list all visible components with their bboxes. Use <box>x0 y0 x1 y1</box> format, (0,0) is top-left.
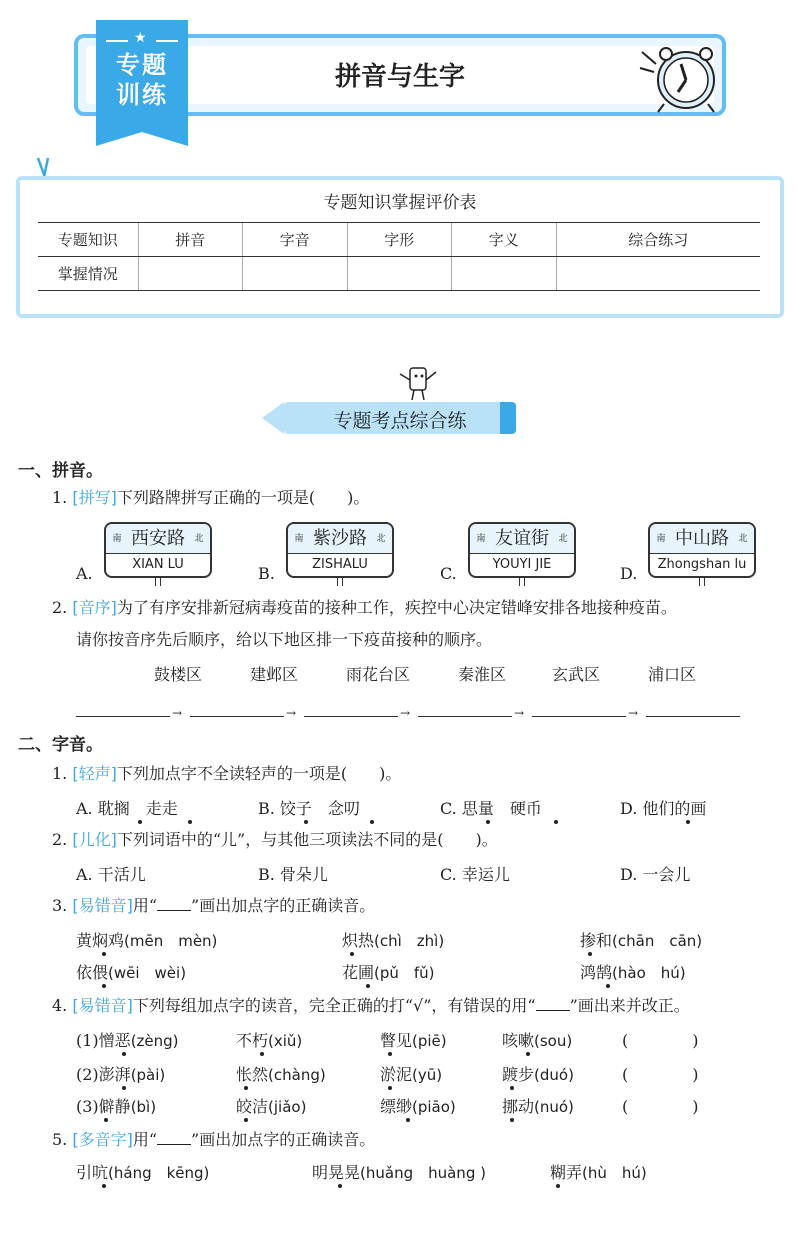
emphasis-dot <box>510 1118 514 1122</box>
answer-bracket[interactable]: ( ) <box>622 1097 699 1116</box>
emphasis-dot <box>188 820 192 824</box>
topic-tag <box>96 20 188 132</box>
emphasis-dot <box>388 1086 392 1090</box>
word-item: 不朽(xiǔ) <box>236 1031 303 1050</box>
question-number: 1. <box>52 764 68 783</box>
question-number: 4. <box>52 996 68 1015</box>
table-row <box>38 223 760 257</box>
question-2-5 <box>52 1128 375 1152</box>
sign-pinyin: YOUYI JIE <box>492 557 552 572</box>
table-cell[interactable] <box>243 257 348 291</box>
emphasis-dot <box>350 952 354 956</box>
emphasis-dot <box>370 820 374 824</box>
question-number: 1. <box>52 488 68 507</box>
emphasis-dot <box>486 820 490 824</box>
word-item: (3)僻静(bì) <box>76 1097 157 1116</box>
sign-post <box>337 578 343 586</box>
table-cell: 字形 <box>347 223 452 257</box>
answer-blank[interactable] <box>646 716 740 717</box>
question-text: 下列词语中的“儿”，与其他三项读法不同的是( )。 <box>116 830 498 849</box>
question-text: ”画出加点字的正确读音。 <box>191 896 376 915</box>
word-item: 怅然(chàng) <box>236 1065 326 1084</box>
sign-south: 南 <box>656 534 666 544</box>
emphasis-dot <box>122 1086 126 1090</box>
option-letter: D. <box>620 564 638 583</box>
table-cell[interactable] <box>138 257 243 291</box>
answer-blank[interactable] <box>304 716 398 717</box>
question-2-1 <box>52 762 401 786</box>
sign-north: 北 <box>738 534 748 544</box>
word-item: 糊弄(hù hú) <box>550 1163 647 1182</box>
word-item: (1)憎恶(zèng) <box>76 1031 179 1050</box>
question-number: 2. <box>52 830 68 849</box>
word-item: (2)澎湃(pài) <box>76 1065 166 1084</box>
tag-label: 专题 训练 <box>116 50 168 109</box>
answer-blank[interactable] <box>418 716 512 717</box>
road-sign-d[interactable] <box>648 522 756 578</box>
emphasis-dot <box>606 984 610 988</box>
sign-post <box>155 578 161 586</box>
word-item: 花圃(pǔ fǔ) <box>342 963 435 982</box>
question-text: 用“ <box>132 896 158 915</box>
table-cell: 拼音 <box>138 223 243 257</box>
sign-north: 北 <box>376 534 386 544</box>
word-item: 踱步(duó) <box>502 1065 574 1084</box>
question-text: 下列加点字不全读轻声的一项是( )。 <box>116 764 402 783</box>
underline-sample <box>157 1131 191 1145</box>
word-item: 炽热(chì zhì) <box>342 931 445 950</box>
emphasis-dot <box>588 952 592 956</box>
emphasis-dot <box>104 1118 108 1122</box>
option[interactable]: C. 思量 硬币 <box>440 799 542 818</box>
emphasis-dot <box>556 1184 560 1188</box>
table-row <box>38 257 760 291</box>
word-item: 淤泥(yū) <box>380 1065 443 1084</box>
district-label: 建邺区 <box>250 665 299 684</box>
word-item: 瞥见(piē) <box>380 1031 447 1050</box>
arrow-icon: → <box>628 706 639 720</box>
star-icon: ★ <box>134 30 147 46</box>
question-text: 用“ <box>132 1130 158 1149</box>
underline-sample <box>157 897 191 911</box>
question-text: ”画出来并改正。 <box>569 996 690 1015</box>
option[interactable]: D. 一会儿 <box>620 865 691 884</box>
question-number: 5. <box>52 1130 68 1149</box>
sign-north: 北 <box>194 534 204 544</box>
option[interactable]: D. 他们的画 <box>620 799 707 818</box>
word-item: 咳嗽(sou) <box>502 1031 573 1050</box>
option-letter: C. <box>440 564 457 583</box>
word-item: 引吭(háng kēng) <box>76 1163 210 1182</box>
arrow-icon: → <box>172 706 183 720</box>
word-item: 挪动(nuó) <box>502 1097 574 1116</box>
question-tag: [轻声] <box>72 764 117 783</box>
emphasis-dot <box>102 984 106 988</box>
option[interactable]: B. 骨朵儿 <box>258 865 328 884</box>
question-tag: [儿化] <box>72 830 117 849</box>
section-heading: 二、字音。 <box>18 735 103 755</box>
sign-post <box>699 578 705 586</box>
answer-blank[interactable] <box>190 716 284 717</box>
sign-south: 南 <box>112 534 122 544</box>
practice-label: 专题考点综合练 <box>333 410 467 432</box>
road-sign-a[interactable] <box>104 522 212 578</box>
emphasis-dot <box>102 1184 106 1188</box>
option[interactable]: A. 干活儿 <box>76 865 146 884</box>
word-item: 鸿鹄(hào hú) <box>580 963 686 982</box>
question-text: 为了有序安排新冠病毒疫苗的接种工作，疾控中心决定错峰安排各地接种疫苗。 <box>116 598 677 617</box>
option-letter: A. <box>76 564 93 583</box>
option[interactable]: C. 幸运儿 <box>440 865 510 884</box>
sign-name: 中山路 <box>675 528 729 549</box>
question-tag: [多音字] <box>72 1130 133 1149</box>
question-tag: [拼写] <box>72 488 117 507</box>
sign-name: 西安路 <box>131 528 185 549</box>
question-text-continued: 请你按音序先后顺序，给以下地区排一下疫苗接种的顺序。 <box>76 630 493 649</box>
sign-post <box>519 578 525 586</box>
evaluation-title: 专题知识掌握评价表 <box>323 193 477 213</box>
word-item: 明晃晃(huǎng huàng ) <box>312 1163 486 1182</box>
answer-blank[interactable] <box>76 716 170 717</box>
emphasis-dot <box>388 1052 392 1056</box>
sign-north: 北 <box>558 534 568 544</box>
emphasis-dot <box>244 1118 248 1122</box>
emphasis-dot <box>244 1086 248 1090</box>
emphasis-dot <box>406 1118 410 1122</box>
question-1-1 <box>52 486 369 510</box>
emphasis-dot <box>338 1184 342 1188</box>
road-sign-b[interactable] <box>286 522 394 578</box>
district-label: 浦口区 <box>648 665 697 684</box>
sign-pinyin: ZISHALU <box>312 557 368 572</box>
evaluation-table <box>38 222 760 291</box>
emphasis-dot <box>366 984 370 988</box>
table-cell[interactable] <box>347 257 452 291</box>
answer-bracket[interactable]: ( ) <box>622 1031 699 1050</box>
emphasis-dot <box>122 1052 126 1056</box>
emphasis-dot <box>260 1052 264 1056</box>
option[interactable]: B. 饺子 念叨 <box>258 799 360 818</box>
emphasis-dot <box>102 952 106 956</box>
option-letter: B. <box>258 564 275 583</box>
question-2-4 <box>52 994 690 1018</box>
sign-name: 友谊街 <box>495 528 549 549</box>
emphasis-dot <box>138 820 142 824</box>
emphasis-dot <box>686 820 690 824</box>
page-title: 拼音与生字 <box>334 62 465 92</box>
question-number: 3. <box>52 896 68 915</box>
sign-south: 南 <box>294 534 304 544</box>
arrow-icon: → <box>514 706 525 720</box>
word-item: 掺和(chān cān) <box>580 931 703 950</box>
district-label: 秦淮区 <box>458 665 507 684</box>
question-text: 下列每组加点字的读音，完全正确的打“√”，有错误的用“ <box>132 996 536 1015</box>
table-cell[interactable] <box>452 257 557 291</box>
section-heading: 一、拼音。 <box>18 461 103 481</box>
question-tag: [音序] <box>72 598 117 617</box>
arrow-icon: → <box>286 706 297 720</box>
district-label: 鼓楼区 <box>154 665 203 684</box>
question-text: ”画出加点字的正确读音。 <box>191 1130 376 1149</box>
arrow-icon: → <box>400 706 411 720</box>
word-item: 皎洁(jiǎo) <box>236 1097 307 1116</box>
cartoon-character-icon <box>396 362 442 402</box>
emphasis-dot <box>526 1052 530 1056</box>
table-cell: 专题知识 <box>38 223 138 257</box>
table-cell[interactable] <box>556 257 760 291</box>
emphasis-dot <box>554 820 558 824</box>
table-cell: 综合练习 <box>556 223 760 257</box>
question-number: 2. <box>52 598 68 617</box>
district-label: 玄武区 <box>552 665 601 684</box>
road-sign-c[interactable] <box>468 522 576 578</box>
question-2-3 <box>52 894 375 918</box>
district-label: 雨花台区 <box>346 665 411 684</box>
table-cell: 字义 <box>452 223 557 257</box>
word-item: 黄焖鸡(mēn mèn) <box>76 931 218 950</box>
sign-name: 紫沙路 <box>313 528 367 549</box>
option[interactable]: A. 耽搁 走走 <box>76 799 178 818</box>
question-1-2 <box>52 596 677 620</box>
table-cell: 字音 <box>243 223 348 257</box>
emphasis-dot <box>304 820 308 824</box>
alarm-clock-icon <box>634 40 726 114</box>
question-tag: [易错音] <box>72 996 133 1015</box>
word-item: 依偎(wēi wèi) <box>76 963 187 982</box>
sign-south: 南 <box>476 534 486 544</box>
emphasis-dot <box>510 1086 514 1090</box>
underline-sample <box>536 997 570 1011</box>
question-2-2 <box>52 828 498 852</box>
answer-blank[interactable] <box>532 716 626 717</box>
question-text: 下列路牌拼写正确的一项是( )。 <box>116 488 370 507</box>
word-item: 缥缈(piāo) <box>380 1097 456 1116</box>
answer-bracket[interactable]: ( ) <box>622 1065 699 1084</box>
sign-pinyin: XIAN LU <box>132 557 184 572</box>
question-tag: [易错音] <box>72 896 133 915</box>
sign-pinyin: Zhongshan lu <box>657 557 747 572</box>
table-cell: 掌握情况 <box>38 257 138 291</box>
